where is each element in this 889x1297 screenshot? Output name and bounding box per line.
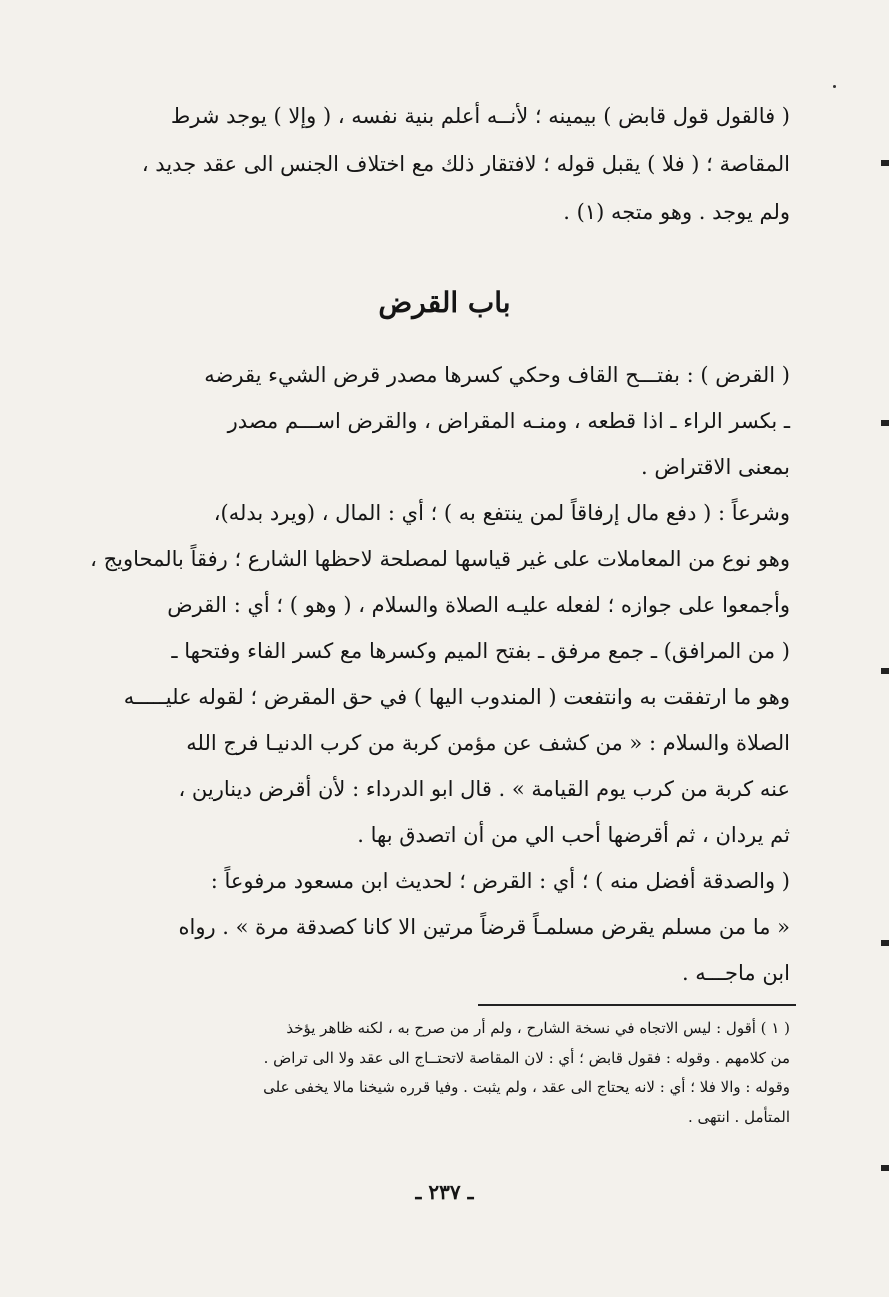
scan-edge-mark [881,940,889,946]
text-line: ( من المرافق) ـ جمع مرفق ـ بفتح الميم وكسرها مع كسر الفاء وفتحها ـ [171,639,790,663]
scan-edge-mark [881,1165,889,1171]
text-line: وهو ما ارتفقت به وانتفعت ( المندوب اليها ) في حق المقرض ؛ لقوله عليـــــه [123,685,790,709]
scan-edge-mark [881,420,889,426]
text-line: عنه كربة من كرب يوم القيامة » . قال ابو الدرداء : لأن أقرض دينارين ، [178,777,790,801]
footnote-line: وقوله : والا فلا ؛ أي : لانه يحتاج الى عقد ، ولم يثبت . وفيا قرره شيخنا مالا يخفى على [263,1078,790,1096]
body-text [90,352,790,996]
scan-speck [833,85,836,88]
text-line: وهو نوع من المعاملات على غير قياسها لمصلحة لاحظها الشارع ؛ رفقاً بالمحاويج ، [90,547,790,571]
footnote-line: من كلامهم . وقوله : فقول قابض ؛ أي : لان المقاصة لاتحتــاج الى عقد ولا الى تراض . [263,1048,790,1067]
footnotes [150,1014,790,1132]
text-line: ـ بكسر الراء ـ اذا قطعه ، ومنـه المقراض ، والقرض اســـم مصدر [227,409,790,433]
text-line: ثم يردان ، ثم أقرضها أحب الي من أن اتصدق بها . [357,823,790,847]
text-line: ( القرض ) : بفتـــح القاف وحكي كسرها مصدر قرض الشيء يقرضه [204,363,790,387]
text-line: ولم يوجد . وهو متجه (١) . [563,200,790,224]
text-line: « ما من مسلم يقرض مسلمـاً قرضاً مرتين الا كانا كصدقة مرة » . رواه [178,915,790,939]
text-line: بمعنى الاقتراض . [641,455,790,479]
text-line: ( فالقول قول قابض ) بيمينه ؛ لأنــه أعلم بنية نفسه ، ( وإلا ) يوجد شرط [170,104,790,128]
scan-edge-mark [881,160,889,166]
footnote-line: المتأمل . انتهى . [687,1107,790,1126]
text-line: وشرعاً : ( دفع مال إرفاقاً لمن ينتفع به ) ؛ أي : المال ، (ويرد بدله)، [213,501,790,525]
continuation-paragraph [141,92,790,236]
footnote-line: ( ١ ) أقول : ليس الاتجاه في نسخة الشارح ، ولم أر من صرح به ، لكنه ظاهر يؤخذ [286,1019,790,1037]
footnote-separator [478,1004,796,1006]
scan-edge-mark [881,668,889,674]
text-line: الصلاة والسلام : « من كشف عن مؤمن كربة من كرب الدنيـا فرج الله [186,731,790,755]
text-line: ( والصدقة أفضل منه ) ؛ أي : القرض ؛ لحديث ابن مسعود مرفوعاً : [210,869,790,893]
chapter-heading: باب القرض [378,286,511,319]
text-line: المقاصة ؛ ( فلا ) يقبل قوله ؛ لافتقار ذلك مع اختلاف الجنس الى عقد جديد ، [141,152,790,176]
text-line: ابن ماجـــه . [681,961,790,985]
text-line: وأجمعوا على جوازه ؛ لفعله عليـه الصلاة والسلام ، ( وهو ) ؛ أي : القرض [167,593,790,617]
page-number: ـ ٢٣٧ ـ [415,1180,474,1204]
